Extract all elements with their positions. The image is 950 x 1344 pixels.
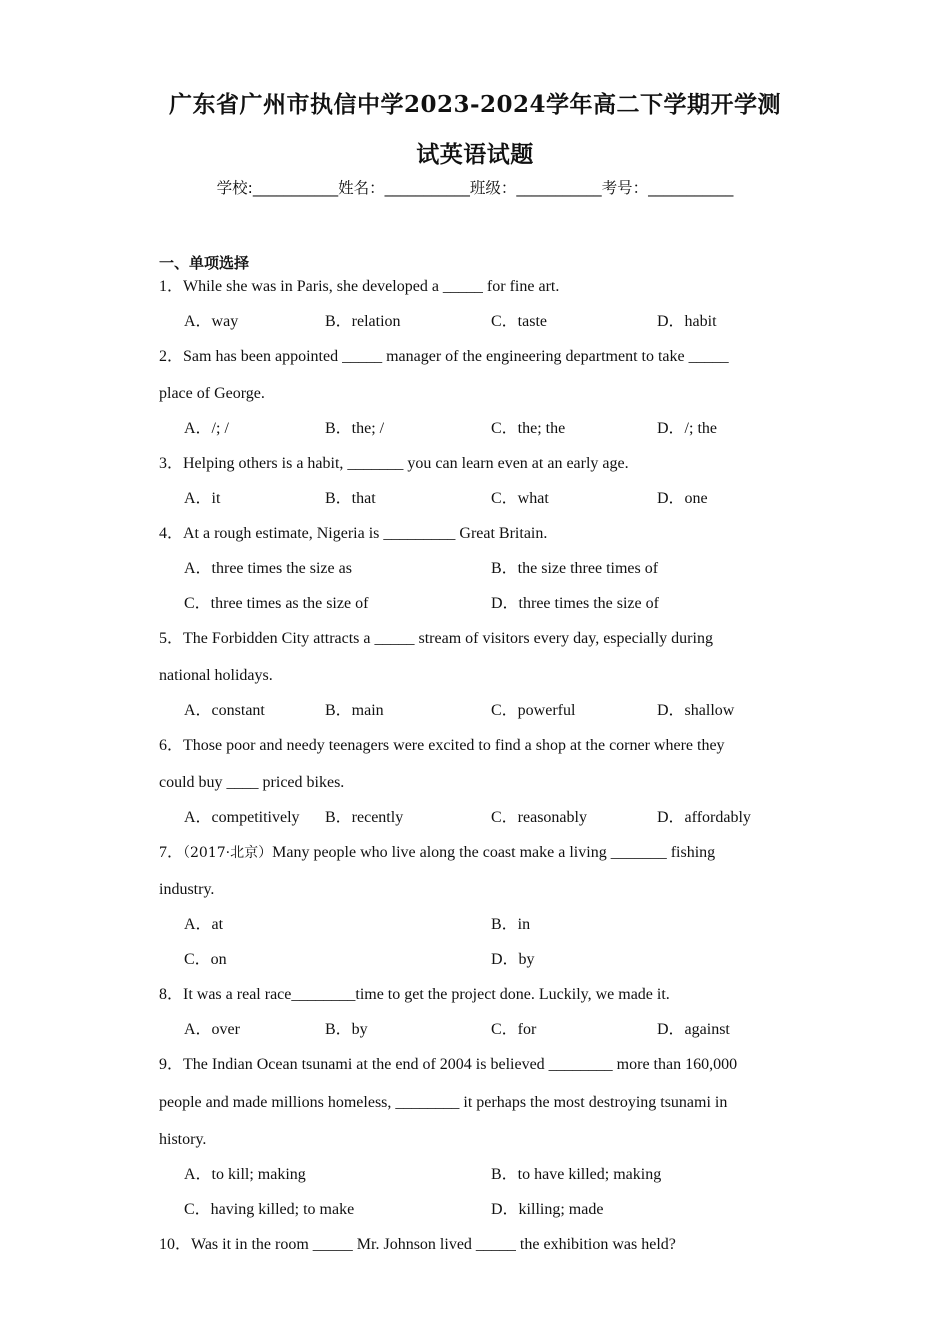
question-7-source: （2017·北京） — [183, 845, 273, 861]
question-7-option-d[interactable]: D．by — [491, 951, 535, 968]
question-2-text-line-1: 2．Sam has been appointed _____ manager of the engineering department to take _____ — [159, 348, 729, 365]
question-9-text-line-3: history. — [159, 1131, 207, 1148]
question-1-text: 1．While she was in Paris, she developed a _____ for fine art. — [159, 278, 560, 295]
question-9-option-d[interactable]: D．killing; made — [491, 1201, 604, 1218]
question-1-option-d[interactable]: D．habit — [657, 313, 717, 330]
question-2-option-b[interactable]: B．the; / — [325, 420, 385, 437]
question-3-option-c[interactable]: C．what — [491, 490, 549, 507]
question-6-option-b[interactable]: B．recently — [325, 809, 404, 826]
exam-title-line-2: 试英语试题 — [416, 141, 534, 168]
section-title: 一、单项选择 — [159, 254, 250, 272]
question-9-option-a[interactable]: A．to kill; making — [184, 1166, 306, 1183]
question-6-text-line-2: could buy ____ priced bikes. — [159, 774, 345, 791]
question-4-option-a[interactable]: A．three times the size as — [184, 560, 352, 577]
question-7-text-line-2: industry. — [159, 881, 215, 898]
question-8-option-b[interactable]: B．by — [325, 1021, 368, 1038]
question-9-text-line-2: people and made millions homeless, ________ it perhaps the most destroying tsunami in — [159, 1094, 728, 1111]
question-4-option-d[interactable]: D．three times the size of — [491, 595, 659, 612]
question-8-option-d[interactable]: D．against — [657, 1021, 730, 1038]
question-6-option-a[interactable]: A．competitively — [184, 809, 300, 826]
question-8-option-a[interactable]: A．over — [184, 1021, 240, 1038]
question-2-option-a[interactable]: A．/; / — [184, 420, 229, 437]
question-5-option-b[interactable]: B．main — [325, 702, 384, 719]
question-7-number: 7． — [159, 844, 184, 861]
question-4-option-c[interactable]: C．three times as the size of — [184, 595, 369, 612]
question-8-option-c[interactable]: C．for — [491, 1021, 537, 1038]
student-info-line: 学校:___________姓名：___________班级：___________考号：___________ — [216, 179, 734, 197]
question-2-text-line-2: place of George. — [159, 385, 265, 402]
question-3-option-a[interactable]: A．it — [184, 490, 221, 507]
exam-title-line-1: 广东省广州市执信中学2023-2024学年高二下学期开学测 — [168, 91, 782, 118]
question-7-text-line-1 — [159, 843, 715, 863]
question-6-text-line-1: 6．Those poor and needy teenagers were excited to find a shop at the corner where they — [159, 737, 725, 754]
question-3-option-d[interactable]: D．one — [657, 490, 708, 507]
question-8-text: 8．It was a real race________time to get the project done. Luckily, we made it. — [159, 986, 670, 1003]
question-4-text: 4．At a rough estimate, Nigeria is _________ Great Britain. — [159, 525, 548, 542]
question-9-option-b[interactable]: B．to have killed; making — [491, 1166, 662, 1183]
question-5-option-d[interactable]: D．shallow — [657, 702, 735, 719]
question-5-text-line-2: national holidays. — [159, 667, 273, 684]
question-10-text: 10．Was it in the room _____ Mr. Johnson lived _____ the exhibition was held? — [159, 1236, 676, 1253]
question-7-option-c[interactable]: C．on — [184, 951, 227, 968]
question-2-option-c[interactable]: C．the; the — [491, 420, 566, 437]
question-1-option-a[interactable]: A．way — [184, 313, 239, 330]
question-9-text-line-1: 9．The Indian Ocean tsunami at the end of 2004 is believed ________ more than 160,000 — [159, 1056, 738, 1073]
question-3-option-b[interactable]: B．that — [325, 490, 376, 507]
question-6-option-c[interactable]: C．reasonably — [491, 809, 587, 826]
question-1-option-c[interactable]: C．taste — [491, 313, 547, 330]
question-5-option-c[interactable]: C．powerful — [491, 702, 576, 719]
question-2-option-d[interactable]: D．/; the — [657, 420, 717, 437]
question-7-option-b[interactable]: B．in — [491, 916, 531, 933]
question-5-option-a[interactable]: A．constant — [184, 702, 265, 719]
question-1-option-b[interactable]: B．relation — [325, 313, 401, 330]
question-7-option-a[interactable]: A．at — [184, 916, 224, 933]
question-6-option-d[interactable]: D．affordably — [657, 809, 751, 826]
question-3-text: 3．Helping others is a habit, _______ you can learn even at an early age. — [159, 455, 629, 472]
question-4-option-b[interactable]: B．the size three times of — [491, 560, 659, 577]
question-9-option-c[interactable]: C．having killed; to make — [184, 1201, 355, 1218]
question-7-stem: Many people who live along the coast make a living _______ fishing — [272, 844, 716, 861]
question-5-text-line-1: 5．The Forbidden City attracts a _____ stream of visitors every day, especially during — [159, 630, 713, 647]
